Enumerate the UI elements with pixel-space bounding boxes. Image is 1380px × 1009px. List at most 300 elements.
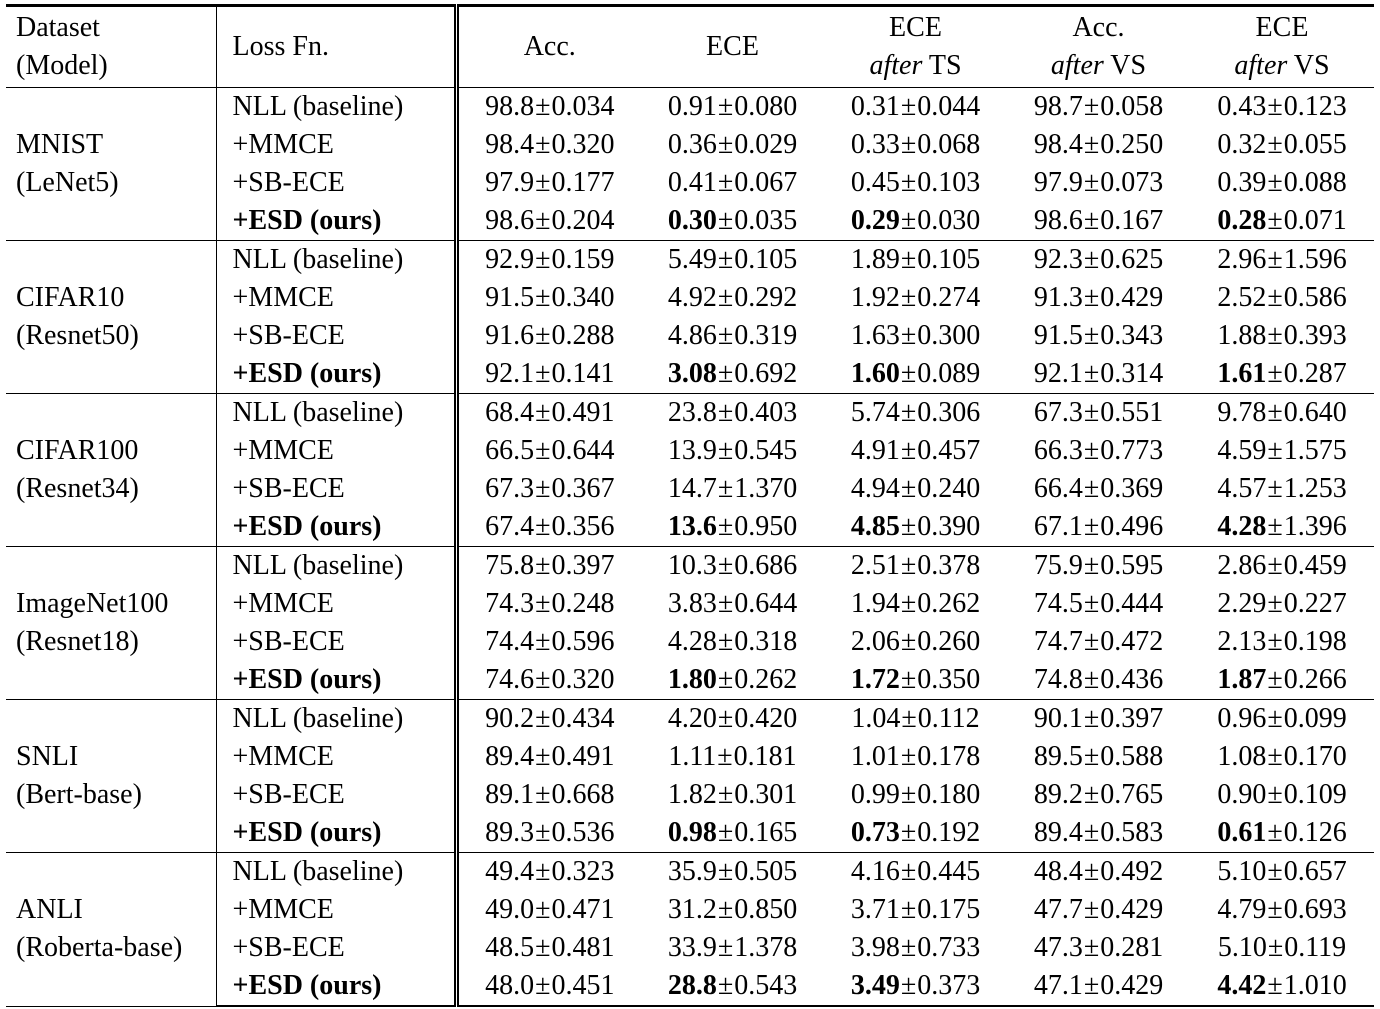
metric-std: 0.850 — [734, 894, 798, 925]
metric-mean: 91.5 — [485, 282, 535, 313]
metric-cell — [456, 585, 641, 623]
metric-mean: 4.28 — [1217, 511, 1267, 542]
metric-cell — [824, 738, 1007, 776]
metric-mean: 5.10 — [1217, 932, 1267, 963]
plus-minus-symbol: ± — [900, 970, 917, 1001]
metric-mean: 2.52 — [1217, 282, 1267, 313]
metric-std: 0.177 — [551, 167, 615, 198]
metric-cell — [824, 317, 1007, 355]
loss-fn-cell: NLL (baseline) — [216, 547, 456, 586]
metric-cell — [641, 88, 824, 127]
metric-cell — [1190, 279, 1374, 317]
metric-std: 0.586 — [1283, 282, 1347, 313]
plus-minus-symbol: ± — [535, 626, 551, 657]
metric-cell — [824, 470, 1007, 508]
dataset-name: SNLI — [16, 741, 79, 772]
metric-mean: 48.0 — [485, 970, 535, 1001]
metric-std: 0.373 — [917, 970, 981, 1001]
metric-cell — [1190, 853, 1374, 892]
metric-std: 0.123 — [1283, 91, 1347, 122]
metric-std: 0.055 — [1283, 129, 1347, 160]
metric-std: 0.457 — [917, 435, 981, 466]
plus-minus-symbol: ± — [1083, 856, 1100, 887]
metric-mean: 92.1 — [485, 358, 535, 389]
metric-std: 0.089 — [917, 358, 981, 389]
plus-minus-symbol: ± — [1083, 664, 1100, 695]
metric-cell — [456, 126, 641, 164]
metric-std: 0.029 — [734, 129, 798, 160]
metric-std: 0.141 — [551, 358, 615, 389]
metric-mean: 89.4 — [485, 741, 535, 772]
metric-cell — [824, 126, 1007, 164]
metric-std: 0.367 — [551, 473, 615, 504]
plus-minus-symbol: ± — [900, 550, 917, 581]
metric-std: 0.434 — [551, 703, 615, 734]
metric-std: 0.287 — [1283, 358, 1347, 389]
metric-std: 0.640 — [1283, 397, 1347, 428]
metric-std: 0.068 — [917, 129, 981, 160]
metric-mean: 0.39 — [1217, 167, 1267, 198]
loss-fn-cell: NLL (baseline) — [216, 700, 456, 739]
metric-std: 0.403 — [734, 397, 798, 428]
metric-std: 0.262 — [917, 588, 981, 619]
metric-mean: 0.32 — [1217, 129, 1267, 160]
plus-minus-symbol: ± — [1267, 703, 1283, 734]
metric-std: 0.429 — [1100, 894, 1164, 925]
metric-std: 0.105 — [734, 244, 798, 275]
metric-std: 0.693 — [1283, 894, 1347, 925]
loss-fn-cell: +ESD (ours) — [216, 661, 456, 700]
plus-minus-symbol: ± — [535, 664, 551, 695]
plus-minus-symbol: ± — [900, 779, 917, 810]
metric-mean: 91.5 — [1033, 320, 1083, 351]
loss-fn-cell: +ESD (ours) — [216, 202, 456, 241]
metric-cell — [641, 700, 824, 739]
metric-std: 0.496 — [1100, 511, 1164, 542]
plus-minus-symbol: ± — [717, 358, 734, 389]
metric-std: 0.240 — [917, 473, 981, 504]
plus-minus-symbol: ± — [900, 511, 917, 542]
header-acc-vs-line1: Acc. — [1072, 12, 1125, 43]
plus-minus-symbol: ± — [535, 703, 551, 734]
metric-mean: 4.91 — [850, 435, 900, 466]
metric-std: 0.583 — [1100, 817, 1164, 848]
metric-mean: 92.1 — [1033, 358, 1083, 389]
plus-minus-symbol: ± — [535, 473, 551, 504]
metric-cell — [824, 891, 1007, 929]
metric-cell — [824, 432, 1007, 470]
metric-cell — [1007, 164, 1190, 202]
header-ece: ECE — [641, 6, 824, 88]
metric-mean: 0.61 — [1217, 817, 1267, 848]
metric-std: 0.088 — [1283, 167, 1347, 198]
metric-cell — [641, 929, 824, 967]
metric-std: 0.445 — [917, 856, 981, 887]
metric-std: 0.319 — [734, 320, 798, 351]
metric-mean: 0.29 — [850, 205, 900, 236]
metric-cell — [1190, 891, 1374, 929]
metric-mean: 91.3 — [1033, 282, 1083, 313]
plus-minus-symbol: ± — [717, 703, 734, 734]
metric-std: 0.625 — [1100, 244, 1164, 275]
metric-cell — [1007, 661, 1190, 700]
metric-mean: 1.89 — [850, 244, 900, 275]
metric-std: 0.436 — [1100, 664, 1164, 695]
plus-minus-symbol: ± — [717, 167, 734, 198]
metric-cell — [456, 88, 641, 127]
loss-fn-cell: +MMCE — [216, 738, 456, 776]
metric-cell — [824, 585, 1007, 623]
metric-mean: 66.3 — [1033, 435, 1083, 466]
header-ece-vs — [1190, 6, 1374, 88]
metric-std: 0.545 — [734, 435, 798, 466]
metric-cell — [1007, 126, 1190, 164]
metric-mean: 4.16 — [850, 856, 900, 887]
metric-mean: 90.2 — [485, 703, 535, 734]
loss-fn-cell: +MMCE — [216, 585, 456, 623]
metric-std: 0.030 — [917, 205, 981, 236]
metric-std: 0.260 — [917, 626, 981, 657]
metric-std: 0.180 — [917, 779, 981, 810]
metric-std: 0.491 — [551, 741, 615, 772]
plus-minus-symbol: ± — [900, 167, 917, 198]
plus-minus-symbol: ± — [900, 205, 917, 236]
plus-minus-symbol: ± — [535, 550, 551, 581]
metric-cell — [1190, 547, 1374, 586]
metric-mean: 92.9 — [485, 244, 535, 275]
plus-minus-symbol: ± — [900, 664, 917, 695]
metric-mean: 3.08 — [667, 358, 717, 389]
plus-minus-symbol: ± — [535, 741, 551, 772]
metric-mean: 0.73 — [850, 817, 900, 848]
plus-minus-symbol: ± — [900, 282, 917, 313]
metric-mean: 74.4 — [485, 626, 535, 657]
metric-cell — [641, 776, 824, 814]
plus-minus-symbol: ± — [1267, 970, 1283, 1001]
metric-cell — [824, 547, 1007, 586]
header-ece-ts-line2 — [824, 47, 1007, 85]
metric-cell — [1007, 700, 1190, 739]
metric-std: 0.204 — [551, 205, 615, 236]
metric-std: 0.543 — [734, 970, 798, 1001]
table-row — [6, 853, 1374, 892]
metric-mean: 2.86 — [1217, 550, 1267, 581]
metric-std: 0.491 — [551, 397, 615, 428]
metric-std: 0.323 — [551, 856, 615, 887]
metric-cell — [1190, 317, 1374, 355]
plus-minus-symbol: ± — [717, 779, 734, 810]
metric-cell — [641, 585, 824, 623]
metric-cell — [1190, 700, 1374, 739]
metric-mean: 4.85 — [850, 511, 900, 542]
results-table — [6, 4, 1374, 1007]
metric-std: 0.444 — [1100, 588, 1164, 619]
metric-mean: 1.60 — [850, 358, 900, 389]
metric-mean: 3.98 — [850, 932, 900, 963]
plus-minus-symbol: ± — [717, 91, 734, 122]
plus-minus-symbol: ± — [900, 473, 917, 504]
metric-mean: 1.88 — [1217, 320, 1267, 351]
plus-minus-symbol: ± — [900, 588, 917, 619]
metric-cell — [824, 394, 1007, 433]
metric-mean: 2.13 — [1217, 626, 1267, 657]
metric-std: 0.459 — [1283, 550, 1347, 581]
metric-cell — [1190, 126, 1374, 164]
metric-cell — [1190, 814, 1374, 853]
plus-minus-symbol: ± — [1083, 91, 1100, 122]
loss-fn-cell: +MMCE — [216, 126, 456, 164]
plus-minus-symbol: ± — [901, 703, 917, 734]
metric-mean: 66.5 — [485, 435, 535, 466]
metric-mean: 66.4 — [1033, 473, 1083, 504]
metric-cell — [456, 547, 641, 586]
metric-cell — [456, 853, 641, 892]
metric-mean: 35.9 — [667, 856, 717, 887]
metric-mean: 75.9 — [1033, 550, 1083, 581]
metric-mean: 1.11 — [668, 741, 717, 772]
metric-cell — [824, 929, 1007, 967]
header-dataset-line1: Dataset — [16, 12, 100, 43]
metric-cell — [456, 279, 641, 317]
metric-mean: 0.33 — [850, 129, 900, 160]
plus-minus-symbol: ± — [1083, 129, 1100, 160]
header-ece-ts — [824, 6, 1007, 88]
metric-cell — [641, 853, 824, 892]
metric-mean: 89.2 — [1033, 779, 1083, 810]
metric-mean: 23.8 — [667, 397, 717, 428]
metric-cell — [1007, 470, 1190, 508]
header-ece-vs-line2 — [1190, 47, 1374, 85]
metric-cell — [824, 776, 1007, 814]
plus-minus-symbol: ± — [1083, 511, 1100, 542]
metric-cell — [1007, 929, 1190, 967]
metric-std: 0.058 — [1100, 91, 1164, 122]
metric-std: 0.105 — [917, 244, 981, 275]
dataset-name: ImageNet100 — [16, 588, 169, 619]
plus-minus-symbol: ± — [1083, 932, 1100, 963]
metric-mean: 13.6 — [667, 511, 717, 542]
plus-minus-symbol: ± — [717, 588, 734, 619]
metric-std: 0.340 — [551, 282, 615, 313]
metric-std: 0.320 — [551, 664, 615, 695]
metric-cell — [456, 394, 641, 433]
plus-minus-symbol: ± — [1083, 550, 1100, 581]
metric-std: 0.369 — [1100, 473, 1164, 504]
plus-minus-symbol: ± — [1083, 741, 1100, 772]
metric-cell — [1007, 585, 1190, 623]
metric-mean: 4.57 — [1217, 473, 1267, 504]
header-acc-vs-rest: VS — [1103, 50, 1147, 81]
metric-cell — [641, 814, 824, 853]
metric-std: 0.686 — [734, 550, 798, 581]
plus-minus-symbol: ± — [1267, 894, 1283, 925]
metric-mean: 31.2 — [667, 894, 717, 925]
metric-std: 0.248 — [551, 588, 615, 619]
metric-cell — [1190, 241, 1374, 280]
metric-cell — [824, 202, 1007, 241]
dataset-cell — [6, 547, 216, 700]
metric-mean: 74.7 — [1033, 626, 1083, 657]
metric-cell — [1190, 661, 1374, 700]
metric-mean: 4.79 — [1217, 894, 1267, 925]
metric-mean: 74.5 — [1033, 588, 1083, 619]
metric-std: 0.668 — [551, 779, 615, 810]
plus-minus-symbol: ± — [535, 282, 551, 313]
metric-std: 0.733 — [917, 932, 981, 963]
metric-std: 0.167 — [1100, 205, 1164, 236]
metric-std: 0.343 — [1100, 320, 1164, 351]
loss-fn-cell: NLL (baseline) — [216, 853, 456, 892]
plus-minus-symbol: ± — [535, 894, 551, 925]
plus-minus-symbol: ± — [717, 435, 734, 466]
metric-std: 0.505 — [734, 856, 798, 887]
metric-std: 0.099 — [1283, 703, 1347, 734]
metric-cell — [641, 470, 824, 508]
metric-std: 0.071 — [1283, 205, 1347, 236]
metric-std: 0.301 — [734, 779, 798, 810]
metric-mean: 1.04 — [851, 703, 901, 734]
plus-minus-symbol: ± — [1267, 435, 1283, 466]
metric-std: 0.119 — [1284, 932, 1347, 963]
metric-cell — [1007, 279, 1190, 317]
metric-cell — [1190, 929, 1374, 967]
header-acc-vs — [1007, 6, 1190, 88]
metric-cell — [456, 317, 641, 355]
plus-minus-symbol: ± — [900, 320, 917, 351]
metric-mean: 9.78 — [1217, 397, 1267, 428]
header-dataset-line2: (Model) — [16, 50, 108, 81]
metric-mean: 47.1 — [1033, 970, 1083, 1001]
metric-mean: 0.45 — [850, 167, 900, 198]
loss-fn-cell: +ESD (ours) — [216, 814, 456, 853]
dataset-cell — [6, 88, 216, 241]
dataset-name: ANLI — [16, 894, 83, 926]
metric-cell — [641, 241, 824, 280]
plus-minus-symbol: ± — [1083, 282, 1100, 313]
plus-minus-symbol: ± — [1083, 894, 1100, 925]
metric-cell — [1190, 202, 1374, 241]
metric-cell — [641, 317, 824, 355]
metric-cell — [1007, 202, 1190, 241]
metric-cell — [641, 661, 824, 700]
plus-minus-symbol: ± — [717, 664, 734, 695]
plus-minus-symbol: ± — [1083, 244, 1100, 275]
header-ece-ts-italic: after — [869, 50, 923, 81]
metric-cell — [824, 355, 1007, 394]
loss-fn-cell: +MMCE — [216, 432, 456, 470]
plus-minus-symbol: ± — [900, 741, 917, 772]
metric-std: 0.644 — [551, 435, 615, 466]
plus-minus-symbol: ± — [1267, 282, 1283, 313]
metric-cell — [641, 623, 824, 661]
metric-cell — [1007, 738, 1190, 776]
metric-mean: 0.36 — [667, 129, 717, 160]
metric-std: 0.178 — [917, 741, 981, 772]
metric-mean: 3.83 — [667, 588, 717, 619]
plus-minus-symbol: ± — [717, 741, 733, 772]
plus-minus-symbol: ± — [1267, 817, 1283, 848]
metric-cell — [456, 355, 641, 394]
plus-minus-symbol: ± — [1083, 473, 1100, 504]
plus-minus-symbol: ± — [900, 817, 917, 848]
table-row — [6, 547, 1374, 586]
plus-minus-symbol: ± — [1083, 970, 1100, 1001]
metric-std: 0.314 — [1100, 358, 1164, 389]
metric-cell — [1007, 814, 1190, 853]
plus-minus-symbol: ± — [1083, 167, 1100, 198]
metric-std: 0.250 — [1100, 129, 1164, 160]
metric-cell — [1007, 88, 1190, 127]
metric-std: 0.067 — [734, 167, 798, 198]
metric-std: 0.350 — [917, 664, 981, 695]
metric-cell — [456, 891, 641, 929]
metric-std: 0.175 — [917, 894, 981, 925]
plus-minus-symbol: ± — [717, 282, 734, 313]
metric-mean: 0.98 — [667, 817, 717, 848]
metric-std: 0.292 — [734, 282, 798, 313]
metric-mean: 10.3 — [667, 550, 717, 581]
metric-std: 0.034 — [551, 91, 615, 122]
metric-mean: 67.3 — [485, 473, 535, 504]
dataset-name: CIFAR100 — [16, 435, 139, 466]
header-row — [6, 6, 1374, 88]
metric-cell — [1007, 967, 1190, 1006]
plus-minus-symbol: ± — [900, 626, 917, 657]
metric-std: 0.318 — [734, 626, 798, 657]
metric-mean: 48.5 — [485, 932, 535, 963]
metric-cell — [1190, 585, 1374, 623]
metric-cell — [824, 241, 1007, 280]
header-dataset — [6, 6, 216, 88]
loss-fn-cell: +ESD (ours) — [216, 508, 456, 547]
metric-cell — [824, 164, 1007, 202]
metric-cell — [641, 355, 824, 394]
plus-minus-symbol: ± — [535, 91, 551, 122]
metric-mean: 33.9 — [667, 932, 717, 963]
metric-std: 0.165 — [734, 817, 798, 848]
metric-cell — [1007, 623, 1190, 661]
metric-mean: 47.7 — [1033, 894, 1083, 925]
plus-minus-symbol: ± — [900, 894, 917, 925]
metric-std: 0.044 — [917, 91, 981, 122]
plus-minus-symbol: ± — [535, 856, 551, 887]
metric-std: 0.126 — [1283, 817, 1347, 848]
plus-minus-symbol: ± — [717, 817, 734, 848]
metric-std: 0.159 — [551, 244, 615, 275]
metric-std: 0.181 — [733, 741, 797, 772]
metric-mean: 5.10 — [1217, 856, 1267, 887]
metric-mean: 49.0 — [485, 894, 535, 925]
metric-mean: 89.1 — [485, 779, 535, 810]
results-body — [6, 88, 1374, 1007]
metric-std: 0.262 — [734, 664, 798, 695]
plus-minus-symbol: ± — [1267, 129, 1283, 160]
metric-cell — [824, 279, 1007, 317]
loss-fn-cell: +MMCE — [216, 891, 456, 929]
plus-minus-symbol: ± — [1267, 320, 1283, 351]
metric-mean: 4.86 — [667, 320, 717, 351]
metric-cell — [1007, 508, 1190, 547]
plus-minus-symbol: ± — [1267, 626, 1283, 657]
metric-mean: 0.90 — [1217, 779, 1267, 810]
metric-mean: 89.4 — [1033, 817, 1083, 848]
metric-mean: 0.30 — [667, 205, 717, 236]
metric-mean: 0.28 — [1217, 205, 1267, 236]
loss-fn-cell: +ESD (ours) — [216, 967, 456, 1006]
metric-std: 0.397 — [551, 550, 615, 581]
metric-std: 1.396 — [1283, 511, 1347, 542]
metric-mean: 3.49 — [850, 970, 900, 1001]
